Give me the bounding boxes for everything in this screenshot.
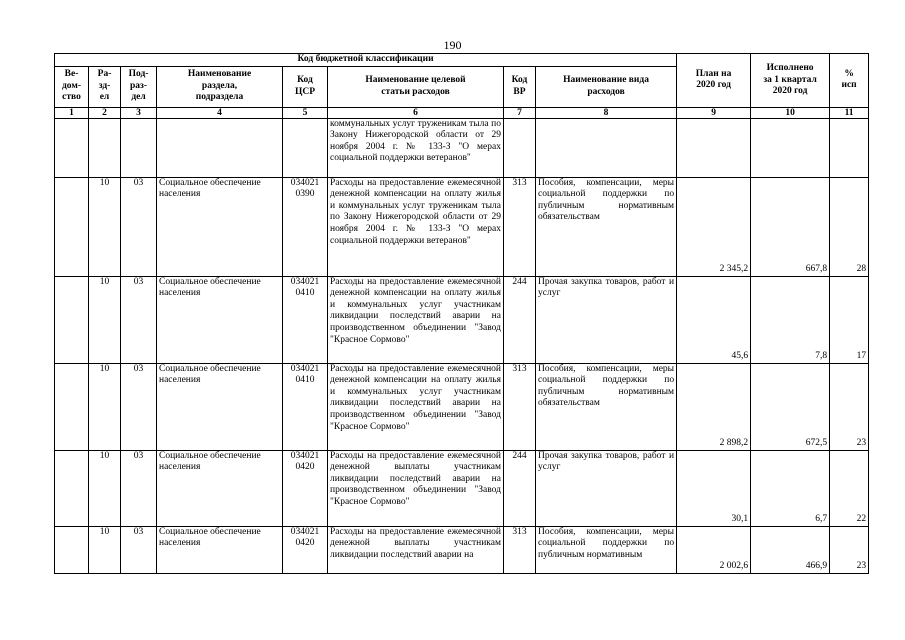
type-name-cell: Пособия, компенсации, меры социальной поддержки по публичным нормативным обязательствам bbox=[536, 363, 677, 450]
col-number: 5 bbox=[283, 107, 328, 118]
col-number: 4 bbox=[157, 107, 283, 118]
plan-cell: 45,6 bbox=[677, 276, 751, 363]
podrazd-cell: 03 bbox=[121, 450, 157, 526]
csr-cell: 034021 0420 bbox=[283, 526, 328, 573]
col-plan-header: План на 2020 год bbox=[677, 54, 751, 108]
csr-cell: 034021 0410 bbox=[283, 363, 328, 450]
col-pct-header: % исп bbox=[830, 54, 869, 108]
col-number: 6 bbox=[328, 107, 504, 118]
section-name-cell: Социальное обеспечение населения bbox=[157, 526, 283, 573]
target-name-cell: Расходы на предоставление ежемесячной денежной выплаты участникам ликвидации последствий аварии на производственном объединении "Завод "Красное Сормово" bbox=[328, 450, 504, 526]
plan-cell: 2 345,2 bbox=[677, 177, 751, 276]
done-cell: 466,9 bbox=[751, 526, 830, 573]
col-razd-header: Ра- зд- ел bbox=[89, 66, 121, 107]
target-name-cell: Расходы на предоставление ежемесячной денежной компенсации на оплату жилья и коммунальных услуг участникам ликвидации последствий аварии на производственном объединении "Завод "Красное Сормово" bbox=[328, 363, 504, 450]
type-name-cell: Пособия, компенсации, меры социальной поддержки по публичным нормативным bbox=[536, 526, 677, 573]
csr-cell: 034021 0420 bbox=[283, 450, 328, 526]
table-row bbox=[55, 276, 869, 363]
podrazd-cell: 03 bbox=[121, 177, 157, 276]
vr-cell: 244 bbox=[504, 450, 536, 526]
table-row bbox=[55, 177, 869, 276]
done-cell: 667,8 bbox=[751, 177, 830, 276]
pct-cell: 28 bbox=[830, 177, 869, 276]
col-number: 7 bbox=[504, 107, 536, 118]
section-name-cell: Социальное обеспечение населения bbox=[157, 177, 283, 276]
podrazd-cell: 03 bbox=[121, 526, 157, 573]
col-csr-header: Код ЦСР bbox=[283, 66, 328, 107]
vr-cell: 313 bbox=[504, 177, 536, 276]
done-cell: 672,5 bbox=[751, 363, 830, 450]
type-name-cell: Прочая закупка товаров, работ и услуг bbox=[536, 276, 677, 363]
done-cell: 6,7 bbox=[751, 450, 830, 526]
type-name-cell: Прочая закупка товаров, работ и услуг bbox=[536, 450, 677, 526]
col-name-razd-header: Наименование раздела, подраздела bbox=[157, 66, 283, 107]
vr-cell: 313 bbox=[504, 363, 536, 450]
vr-cell: 313 bbox=[504, 526, 536, 573]
col-done-header: Исполнено за 1 квартал 2020 год bbox=[751, 54, 830, 108]
col-vr-header: Код ВР bbox=[504, 66, 536, 107]
table-row bbox=[55, 526, 869, 573]
section-name-cell: Социальное обеспечение населения bbox=[157, 363, 283, 450]
col-podrazd-header: Под- раз- дел bbox=[121, 66, 157, 107]
plan-cell: 30,1 bbox=[677, 450, 751, 526]
col-number: 3 bbox=[121, 107, 157, 118]
razd-cell: 10 bbox=[89, 276, 121, 363]
csr-cell: 034021 0390 bbox=[283, 177, 328, 276]
plan-cell: 2 898,2 bbox=[677, 363, 751, 450]
col-number: 2 bbox=[89, 107, 121, 118]
target-name-cell: Расходы на предоставление ежемесячной денежной компенсации на оплату жилья и коммунальных услуг труженикам тыла по Закону Нижегородской области от 29 ноября 2004 г. № 133-З "О мерах социальной поддержки ветеранов" bbox=[328, 177, 504, 276]
page-number: 190 bbox=[443, 38, 462, 52]
pct-cell: 23 bbox=[830, 526, 869, 573]
col-number: 10 bbox=[751, 107, 830, 118]
vr-cell: 244 bbox=[504, 276, 536, 363]
col-number: 8 bbox=[536, 107, 677, 118]
table-row-continuation bbox=[55, 118, 869, 177]
podrazd-cell: 03 bbox=[121, 363, 157, 450]
col-number: 9 bbox=[677, 107, 751, 118]
razd-cell: 10 bbox=[89, 526, 121, 573]
razd-cell: 10 bbox=[89, 450, 121, 526]
section-name-cell: Социальное обеспечение населения bbox=[157, 450, 283, 526]
pct-cell: 17 bbox=[830, 276, 869, 363]
header-group-code: Код бюджетной классификации bbox=[55, 54, 677, 67]
table-row bbox=[55, 363, 869, 450]
razd-cell: 10 bbox=[89, 177, 121, 276]
target-name-cell: Расходы на предоставление ежемесячной денежной компенсации на оплату жилья и коммунальных услуг участникам ликвидации последствий аварии на производственном объединении "Завод "Красное Сормово" bbox=[328, 276, 504, 363]
col-name-type-header: Наименование вида расходов bbox=[536, 66, 677, 107]
budget-table bbox=[54, 53, 869, 574]
col-number: 11 bbox=[830, 107, 869, 118]
done-cell: 7,8 bbox=[751, 276, 830, 363]
razd-cell: 10 bbox=[89, 363, 121, 450]
csr-cell: 034021 0410 bbox=[283, 276, 328, 363]
col-name-target-header: Наименование целевой статьи расходов bbox=[328, 66, 504, 107]
pct-cell: 23 bbox=[830, 363, 869, 450]
col-number: 1 bbox=[55, 107, 89, 118]
type-name-cell: Пособия, компенсации, меры социальной поддержки по публичным нормативным обязательствам bbox=[536, 177, 677, 276]
table-row bbox=[55, 450, 869, 526]
pct-cell: 22 bbox=[830, 450, 869, 526]
plan-cell: 2 002,6 bbox=[677, 526, 751, 573]
podrazd-cell: 03 bbox=[121, 276, 157, 363]
section-name-cell: Социальное обеспечение населения bbox=[157, 276, 283, 363]
col-ved-header: Ве- дом- ство bbox=[55, 66, 89, 107]
target-name-cell: Расходы на предоставление ежемесячной денежной выплаты участникам ликвидации последствий аварии на bbox=[328, 526, 504, 573]
target-name-cell: коммунальных услуг труженикам тыла по Закону Нижегородской области от 29 ноября 2004 г. № 133-З "О мерах социальной поддержки ветеранов" bbox=[328, 118, 504, 177]
